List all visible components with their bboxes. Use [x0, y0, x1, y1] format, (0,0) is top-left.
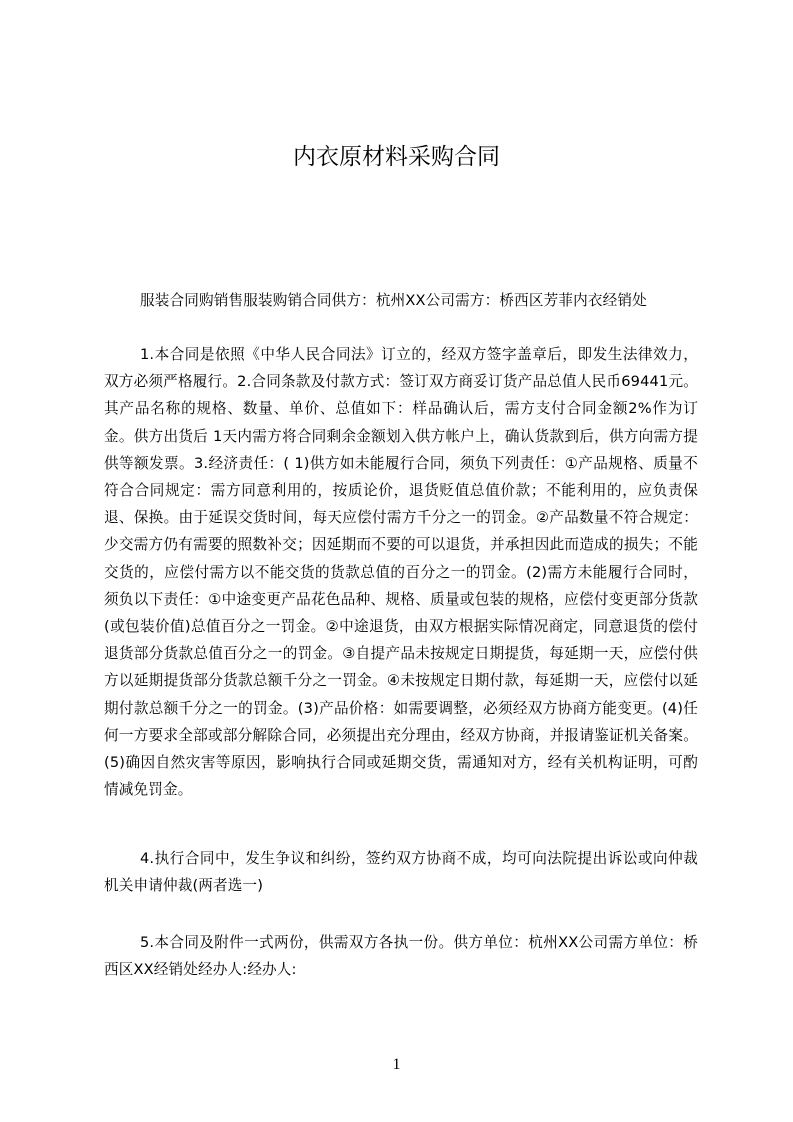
clause-5-paragraph: 5.本合同及附件一式两份，供需双方各执一份。供方单位：杭州XX公司需方单位：桥西区XX经销处经办人:经办人: — [104, 934, 698, 979]
page-number: 1 — [392, 1056, 401, 1073]
clause-1-section — [104, 341, 698, 803]
clause-5-section — [104, 929, 698, 983]
document-title: 内衣原材料采购合同 — [293, 144, 500, 170]
clause-4-paragraph: 4.执行合同中，发生争议和纠纷，签约双方协商不成，均可向法院提出诉讼或向仲裁机关申请仲裁(两者选一) — [104, 850, 698, 895]
clause-1-paragraph: 1.本合同是依照《中华人民合同法》订立的，经双方签字盖章后，即发生法律效力，双方必须严格履行。2.合同条款及付款方式：签订双方商妥订货产品总值人民币69441元。其产品名称的规格、数量、单价、总值如下：样品确认后，需方支付合同金额2%作为订金。供方出货后 1天内需方将合同剩余金额划入供方帐户上，确认货款到后，供方向需方提供等额发票。3.经济责任：( 1)供方如未能履行合同，须负下列责任：①产品规格、质量不符合合同规定：需方同意利用的，按质论价，退货贬值总值价款；不能利用的，应负责保退、保换。由于延误交货时间，每天应偿付需方千分之一的罚金。②产品数量不符合规定：少交需方仍有需要的照数补交；因延期而不要的可以退货，并承担因此而造成的损失；不能交货的，应偿付需方以不能交货的货款总值的百分之一的罚金。(2)需方未能履行合同时，须负以下责任：①中途变更产品花色品种、规格、质量或包装的规格，应偿付变更部分货款(或包装价值)总值百分之一罚金。②中途退货，由双方根据实际情况商定，同意退货的偿付退货部分货款总值百分之一的罚金。③自提产品未按规定日期提货，每延期一天，应偿付供方以延期提货部分货款总额千分之一罚金。④未按规定日期付款，每延期一天，应偿付以延期付款总额千分之一的罚金。(3)产品价格：如需要调整，必须经双方协商方能变更。(4)任何一方要求全部或部分解除合同，必须提出充分理由，经双方协商，并报请鉴证机关备案。(5)确因自然灾害等原因，影响执行合同或延期交货，需通知对方，经有关机构证明，可酌情减免罚金。 — [104, 346, 698, 799]
intro-section — [104, 287, 698, 314]
clause-4-section — [104, 845, 698, 899]
intro-paragraph: 服装合同购销售服装购销合同供方：杭州XX公司需方：桥西区芳菲内衣经销处 — [140, 292, 647, 309]
